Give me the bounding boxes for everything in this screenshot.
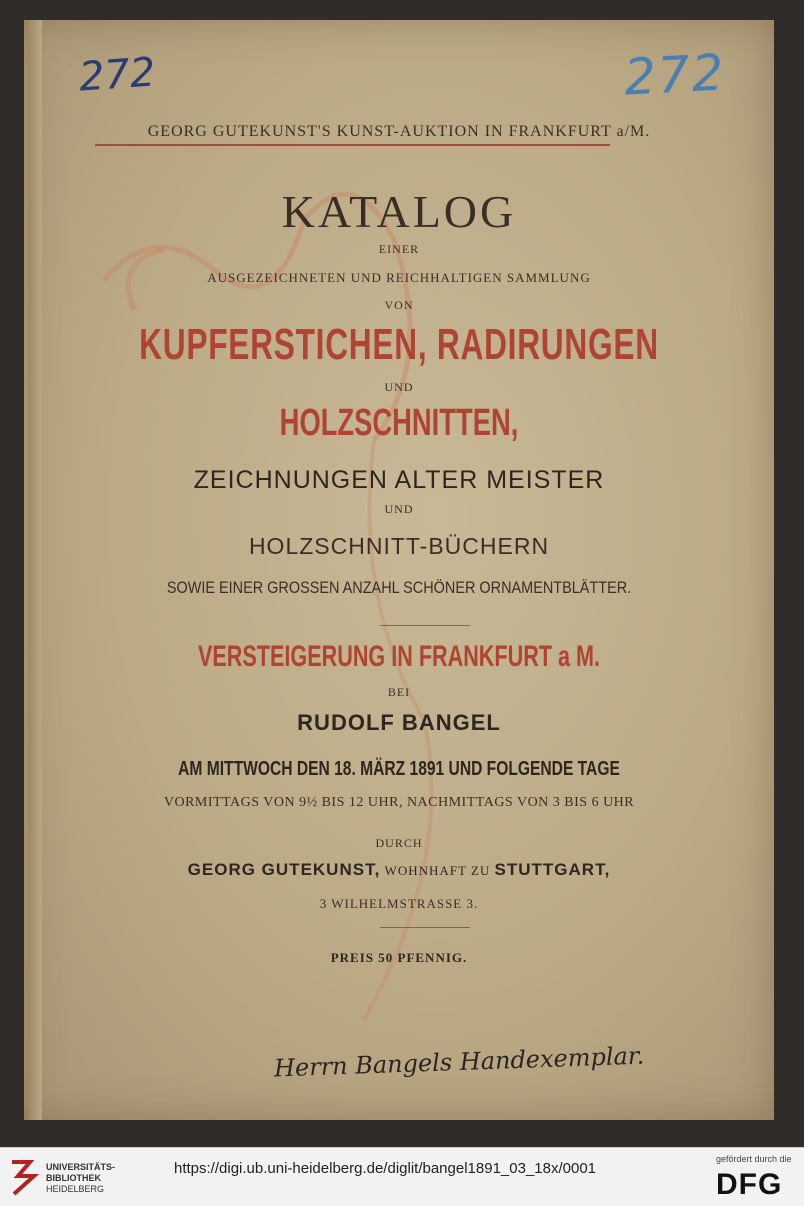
heading-versteigerung: VERSTEIGERUNG IN FRANKFURT a M. <box>197 640 601 673</box>
heading-holzschnitten: HOLZSCHNITTEN, <box>279 402 519 444</box>
uni-line-2: BIBLIOTHEK <box>46 1173 101 1183</box>
uni-line-1: UNIVERSITÄTS- <box>46 1162 116 1172</box>
text-und-2: UND <box>384 502 414 516</box>
permalink-url[interactable]: https://digi.ub.uni-heidelberg.de/diglit/bangel1891_03_18x/0001 <box>174 1160 596 1177</box>
text-einer: EINER <box>378 242 420 256</box>
heading-holzschnitt-buecher: HOLZSCHNITT-BÜCHERN <box>248 533 550 559</box>
text-bei: BEI <box>387 685 411 699</box>
text-durch: DURCH <box>375 836 423 850</box>
handwritten-note: Herrn Bangels Handexemplar. <box>273 1041 645 1083</box>
dfg-logo-icon[interactable]: DFG <box>716 1168 783 1201</box>
heading-kupferstichen: KUPFERSTICHEN, RADIRUNGEN <box>139 320 659 369</box>
viewer-footer <box>0 1147 804 1206</box>
price-line: PREIS 50 PFENNIG. <box>330 950 468 965</box>
dealer-line <box>24 860 774 880</box>
dealer-address: 3 WILHELMSTRASSE 3. <box>319 896 479 911</box>
page-binding-edge <box>28 20 42 1120</box>
divider-rule <box>380 625 470 626</box>
auction-date: AM MITTWOCH DEN 18. MÄRZ 1891 UND FOLGENDE TAGE <box>178 758 620 780</box>
text-und-1: UND <box>384 380 414 394</box>
dealer-city: STUTTGART, <box>494 860 611 879</box>
catalog-title: KATALOG <box>281 186 517 237</box>
handwritten-number-right: 272 <box>622 43 727 107</box>
dfg-caption: gefördert durch die <box>716 1154 792 1164</box>
auction-times: VORMITTAGS VON 9½ BIS 12 UHR, NACHMITTAGS VON 3 BIS 6 UHR <box>163 795 635 810</box>
text-wohnhaft: WOHNHAFT ZU <box>384 863 491 878</box>
divider-rule-2 <box>380 927 470 928</box>
auctioneer-name: RUDOLF BANGEL <box>297 710 501 735</box>
catalog-title-page <box>24 20 774 1120</box>
auction-header-line: GEORG GUTEKUNST'S KUNST-AUKTION IN FRANKFURT a/M. <box>147 123 651 140</box>
text-sammlung: AUSGEZEICHNETEN UND REICHHALTIGEN SAMMLUNG <box>207 270 591 285</box>
dealer-name: GEORG GUTEKUNST, <box>187 860 381 879</box>
uni-line-3: HEIDELBERG <box>46 1184 105 1194</box>
handwritten-number-left: 272 <box>77 49 157 101</box>
heading-zeichnungen: ZEICHNUNGEN ALTER MEISTER <box>193 466 605 494</box>
text-ornamentblaetter: SOWIE EINER GROSSEN ANZAHL SCHÖNER ORNAMENTBLÄTTER. <box>166 578 632 597</box>
header-underline <box>95 144 610 146</box>
university-library-logo-icon[interactable] <box>8 1156 42 1198</box>
text-von: VON <box>384 298 414 312</box>
university-library-name[interactable] <box>46 1162 115 1195</box>
